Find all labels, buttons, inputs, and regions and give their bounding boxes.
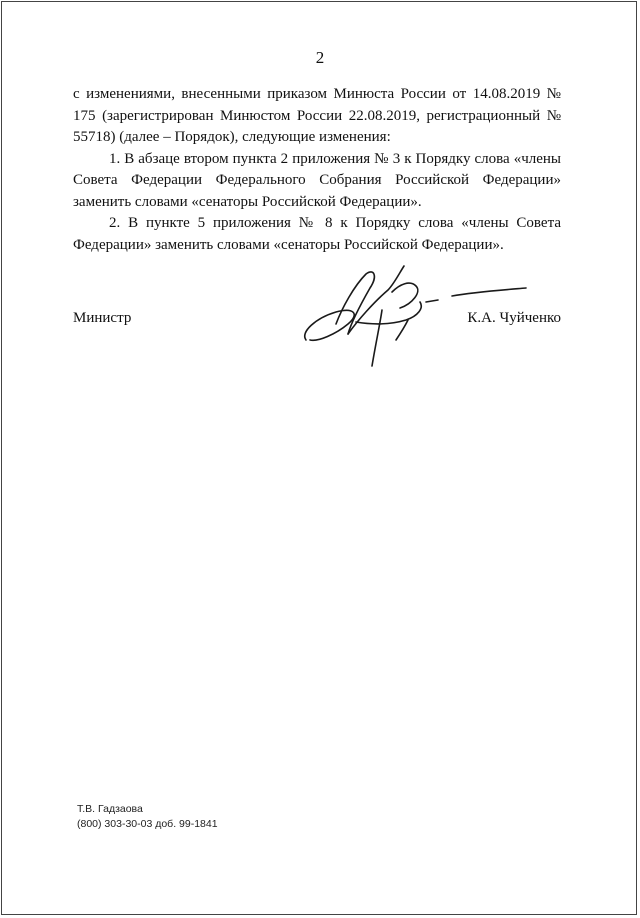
executor-phone: (800) 303-30-03 доб. 99-1841 — [77, 818, 218, 830]
paragraph-item-1: 1. В абзаце втором пункта 2 приложения № 3 к Порядку слова «члены Совета Федерации Федерального Собрания Российской Федерации» заменить словами «сенаторы Российской Федерации». — [73, 150, 561, 210]
document-body — [73, 84, 561, 256]
signature-row — [73, 310, 561, 332]
page-number: 2 — [315, 48, 325, 67]
signer-title: Министр — [73, 310, 132, 326]
paragraph-continuation: с изменениями, внесенными приказом Минюста России от 14.08.2019 № 175 (зарегистрирован Минюстом России 22.08.2019, регистрационный № 55718) (далее – Порядок), следующие изменения: — [73, 86, 561, 145]
signer-name: К.А. Чуйченко — [467, 310, 561, 326]
paragraph-item-2: 2. В пункте 5 приложения № 8 к Порядку слова «члены Совета Федерации» заменить словами «сенаторы Российской Федерации». — [73, 215, 561, 253]
executor-name: Т.В. Гадзаова — [77, 803, 143, 815]
executor-info — [77, 802, 218, 832]
